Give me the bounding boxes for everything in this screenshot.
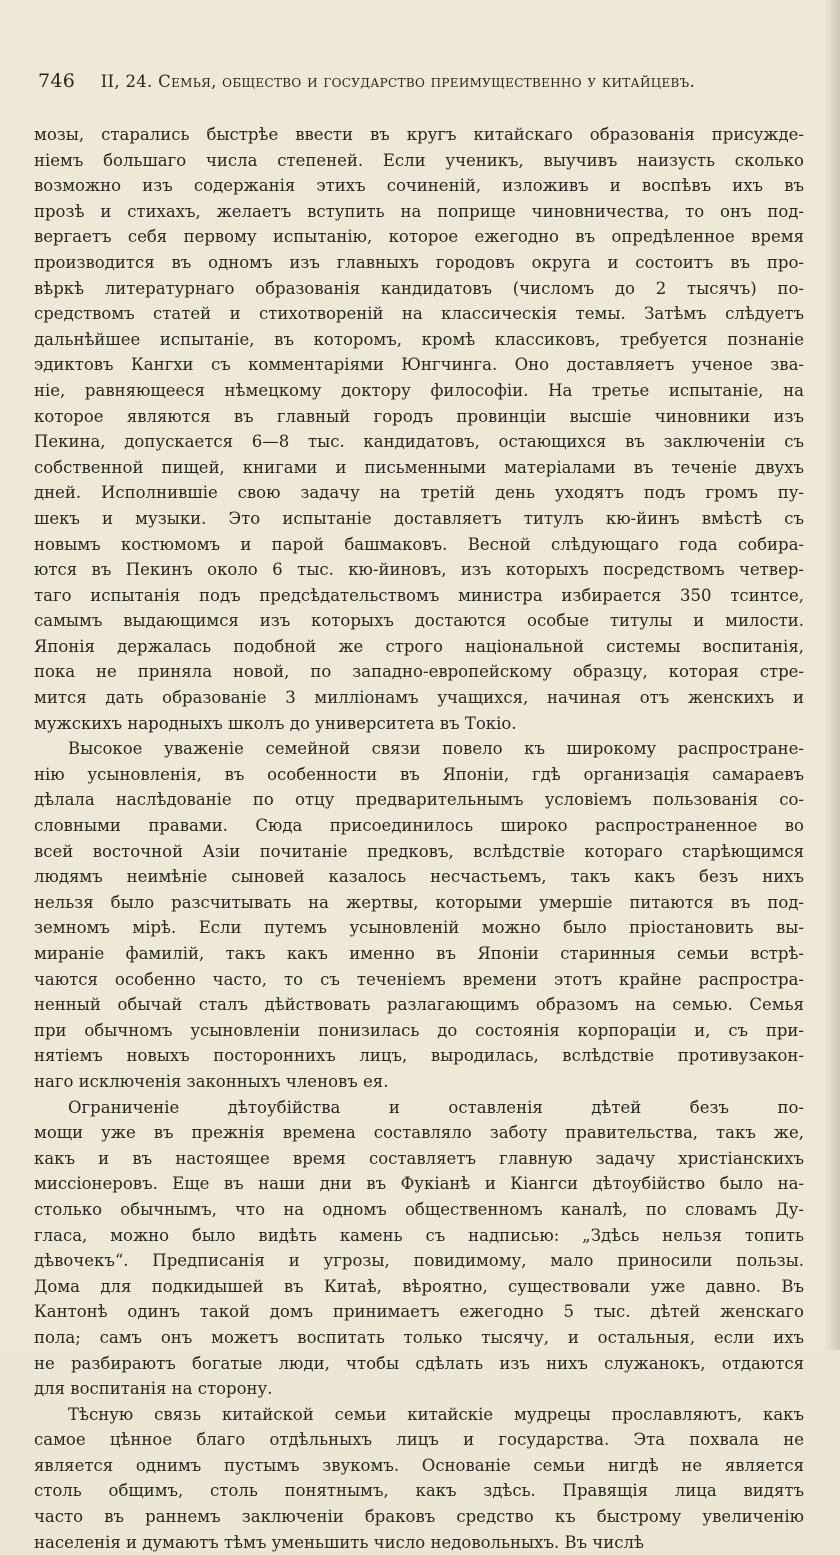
text-line: всей восточной Азіи почитаніе предковъ, вслѣдствіе котораго старѣющимся: [34, 841, 804, 861]
text-line: населенія и думаютъ тѣмъ уменьшить число недовольныхъ. Въ числѣ: [34, 1532, 644, 1552]
page-number: 746: [38, 70, 76, 92]
text-line: эдиктовъ Кангхи съ комментаріями Юнгчинга. Оно доставляетъ ученое зва-: [34, 355, 804, 375]
section-number: II, 24.: [100, 72, 153, 91]
text-line: нельзя было разсчитывать на жертвы, которыми умершіе питаются въ под-: [34, 892, 804, 912]
text-line: самымъ выдающимся изъ которыхъ достаются особые титулы и милости.: [34, 611, 804, 631]
text-line: гласа, можно было видѣть камень съ надписью: „Здѣсь нельзя топить: [34, 1225, 804, 1245]
text-line: Тѣсную связь китайской семьи китайскіе мудрецы прославляютъ, какъ: [68, 1404, 804, 1424]
text-line: часто въ раннемъ заключеніи браковъ средство къ быстрому увеличенію: [34, 1507, 804, 1527]
text-line: Ограниченіе дѣтоубійства и оставленія дѣтей безъ по-: [68, 1097, 804, 1117]
text-line: при обычномъ усыновленіи понизилась до состоянія корпораціи и, съ при-: [34, 1020, 804, 1040]
text-line: Пекина, допускается 6—8 тыс. кандидатовъ, остающихся въ заключеніи съ: [34, 432, 804, 452]
text-line: столь общимъ, столь понятнымъ, какъ здѣсь. Правящія лица видятъ: [34, 1481, 804, 1501]
text-line: самое цѣнное благо отдѣльныхъ лицъ и государства. Эта похвала не: [34, 1430, 804, 1450]
running-title: Семья, общество и государство преимущественно у китайцевъ.: [158, 72, 696, 91]
paragraph: [34, 122, 804, 736]
text-line: дѣлала наслѣдованіе по отцу предварительнымъ условіемъ пользованія со-: [34, 790, 804, 810]
text-line: чаются особенно часто, то съ теченіемъ времени этотъ крайне распростра-: [34, 969, 804, 989]
page-edge-shadow: [824, 0, 840, 1350]
text-line: мится дать образованіе 3 милліонамъ учащихся, начиная отъ женскихъ и: [34, 688, 804, 708]
text-line: Кантонѣ одинъ такой домъ принимаетъ ежегодно 5 тыс. дѣтей женскаго: [34, 1302, 804, 1322]
text-line: шекъ и музыки. Это испытаніе доставляетъ титулъ кю-йинъ вмѣстѣ съ: [34, 508, 804, 528]
text-line: возможно изъ содержанія этихъ сочиненій, изложивъ и воспѣвъ ихъ въ: [34, 176, 804, 196]
text-line: вергаетъ себя первому испытанію, которое ежегодно въ опредѣленное время: [34, 227, 804, 247]
text-line: земномъ мірѣ. Если путемъ усыновленій можно было пріостановить вы-: [34, 918, 804, 938]
text-line: для воспитанія на сторону.: [34, 1379, 273, 1399]
text-line: является однимъ пустымъ звукомъ. Основаніе семьи нигдѣ не является: [34, 1455, 804, 1475]
text-line: прозѣ и стихахъ, желаетъ вступить на поприще чиновничества, то онъ под-: [34, 201, 804, 221]
text-line: производится въ одномъ изъ главныхъ городовъ округа и состоитъ въ про-: [34, 252, 804, 272]
text-line: нятіемъ новыхъ постороннихъ лицъ, выродилась, вслѣдствіе противузакон-: [34, 1046, 804, 1066]
text-line: вѣркѣ литературнаго образованія кандидатовъ (числомъ до 2 тысячъ) по-: [34, 278, 804, 298]
text-line: ненный обычай сталъ дѣйствовать разлагающимъ образомъ на семью. Семья: [34, 995, 804, 1015]
paragraph: [34, 736, 804, 1094]
text-line: ніе, равняющееся нѣмецкому доктору философіи. На третье испытаніе, на: [34, 380, 804, 400]
text-line: новымъ костюмомъ и парой башмаковъ. Весной слѣдующаго года собира-: [34, 534, 804, 554]
text-line: не разбираютъ богатые люди, чтобы сдѣлать изъ нихъ служанокъ, отдаются: [34, 1353, 804, 1373]
text-line: пока не приняла новой, по западно-европейскому образцу, которая стре-: [34, 662, 804, 682]
text-line: ніемъ большаго числа степеней. Если ученикъ, выучивъ наизусть сколько: [34, 150, 804, 170]
text-line: мощи уже въ прежнія времена составляло заботу правительства, такъ же,: [34, 1123, 804, 1143]
text-line: какъ и въ настоящее время составляетъ главную задачу христіанскихъ: [34, 1148, 804, 1168]
text-line: которое являются въ главный городъ провинціи высшіе чиновники изъ: [34, 406, 804, 426]
text-line: мужскихъ народныхъ школъ до университета въ Токіо.: [34, 713, 517, 733]
text-line: миссіонеровъ. Еще въ наши дни въ Фукіанѣ и Кіангси дѣтоубійство было на-: [34, 1174, 804, 1194]
text-line: собственной пищей, книгами и письменными матеріалами въ теченіе двухъ: [34, 457, 804, 477]
text-line: мираніе фамилій, такъ какъ именно въ Японіи старинныя семьи встрѣ-: [34, 944, 804, 963]
text-line: столько обычнымъ, что на одномъ общественномъ каналѣ, по словамъ Ду-: [34, 1199, 804, 1219]
text-line: Японія держалась подобной же строго національной системы воспитанія,: [34, 636, 804, 656]
text-line: дѣвочекъ“. Предписанія и угрозы, повидимому, мало приносили пользы.: [34, 1251, 804, 1271]
paragraph: [34, 1402, 804, 1555]
text-line: средствомъ статей и стихотвореній на классическія темы. Затѣмъ слѣдуетъ: [34, 304, 804, 324]
text-line: таго испытанія подъ предсѣдательствомъ министра избирается 350 тсинтсе,: [34, 585, 804, 605]
text-line: наго исключенія законныхъ членовъ ея.: [34, 1071, 389, 1091]
text-line: дальнѣйшее испытаніе, въ которомъ, кромѣ классиковъ, требуется познаніе: [34, 329, 804, 349]
text-line: нію усыновленія, въ особенности въ Японіи, гдѣ организація самараевъ: [34, 764, 804, 784]
text-line: дней. Исполнившіе свою задачу на третій день уходятъ подъ громъ пу-: [34, 483, 804, 503]
text-line: Дома для подкидышей въ Китаѣ, вѣроятно, существовали уже давно. Въ: [34, 1276, 804, 1296]
text-line: ются въ Пекинъ около 6 тыс. кю-йиновъ, изъ которыхъ посредствомъ четвер-: [34, 560, 804, 580]
text-line: людямъ неимѣніе сыновей казалось несчастьемъ, такъ какъ безъ нихъ: [34, 867, 804, 887]
text-line: пола; самъ онъ можетъ воспитать только тысячу, и остальныя, если ихъ: [34, 1327, 804, 1347]
paragraph: [34, 1095, 804, 1402]
text-line: мозы, старались быстрѣе ввести въ кругъ китайскаго образованія присужде-: [34, 125, 804, 144]
text-line: словными правами. Сюда присоединилось широко распространенное во: [34, 816, 804, 836]
text-line: Высокое уваженіе семейной связи повело къ широкому распростране-: [68, 739, 804, 759]
running-header: [38, 70, 800, 98]
page-body: [34, 122, 804, 1555]
